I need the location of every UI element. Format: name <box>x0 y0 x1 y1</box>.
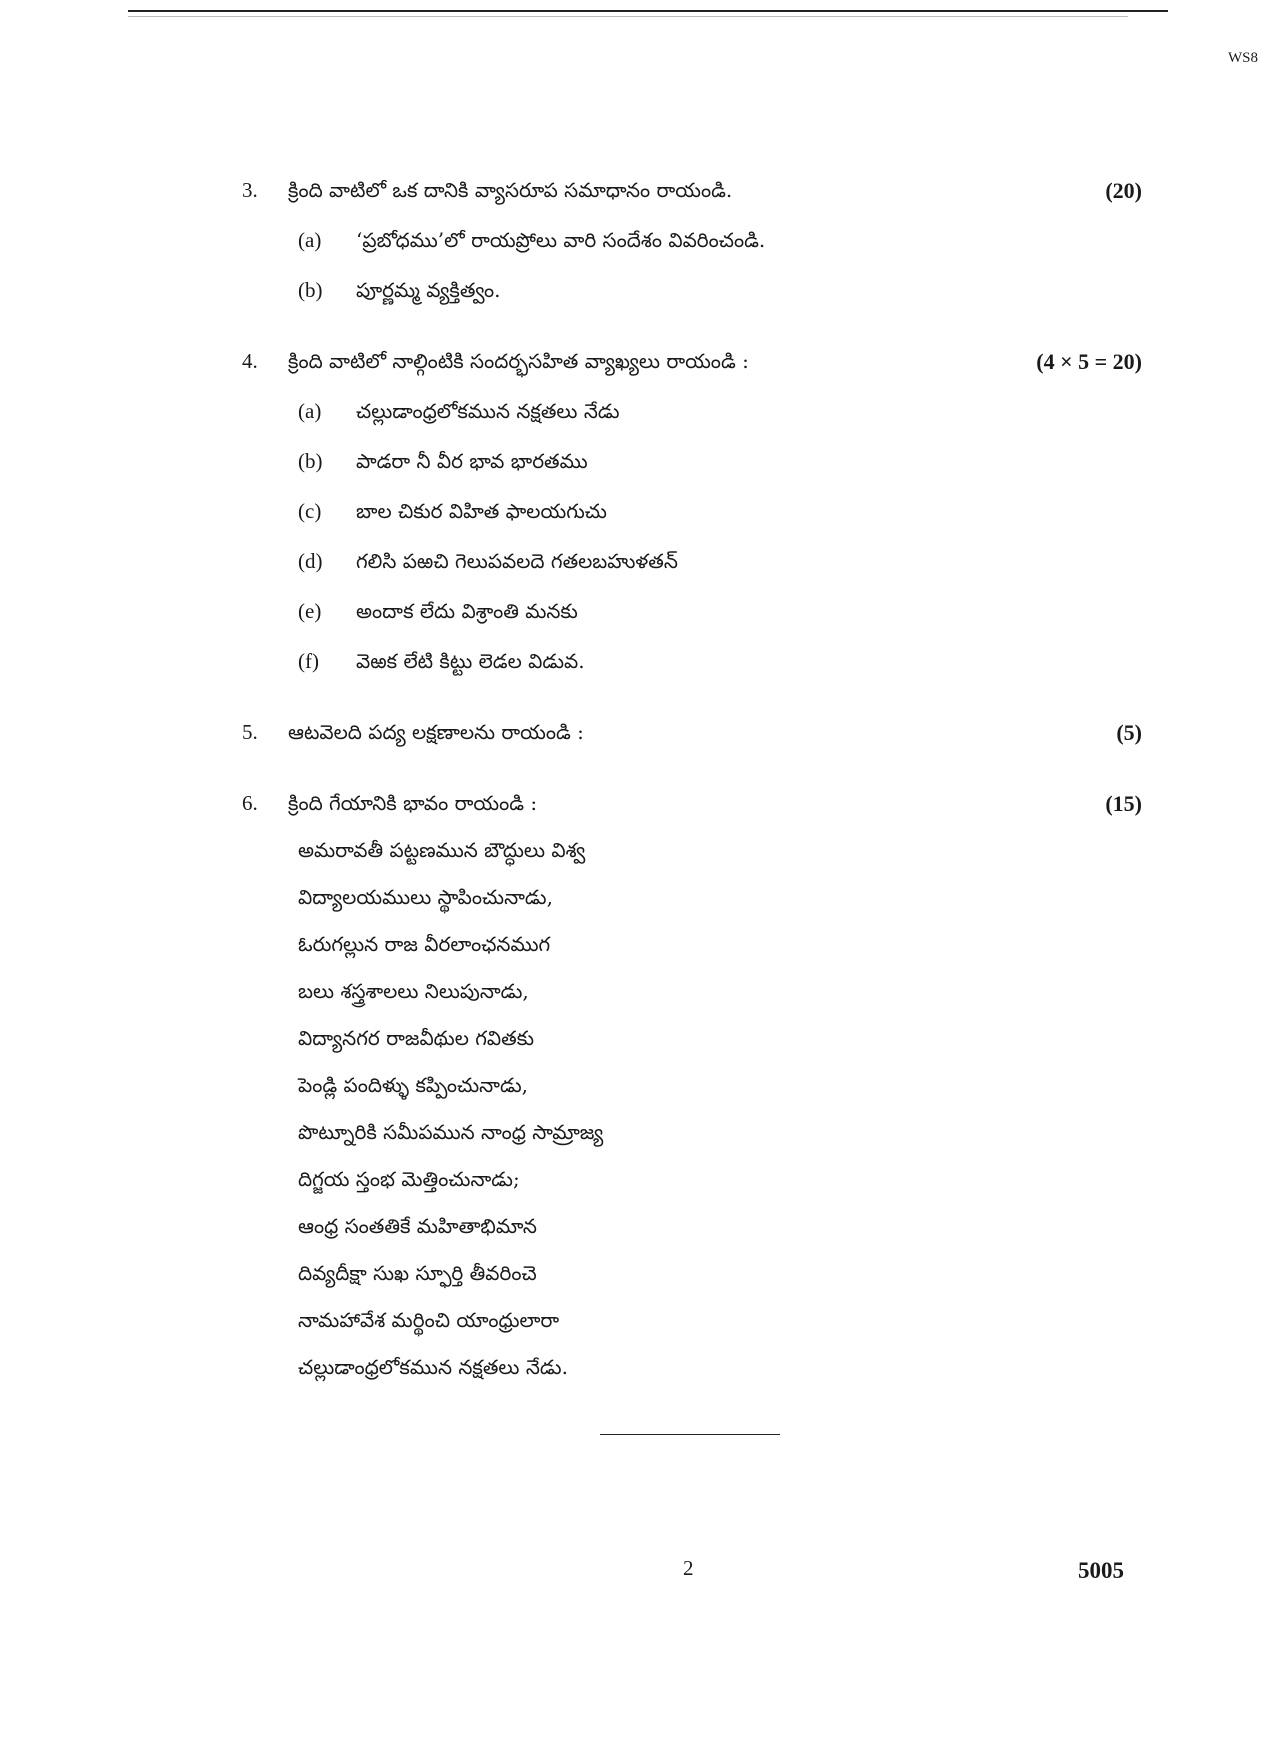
poem-line: విద్యాలయములు స్థాపించునాడు, <box>298 885 553 909</box>
poem-line: పెండ్లి పందిళ్ళు కప్పించునాడు, <box>298 1073 529 1097</box>
poem-line: దివ్యదీక్షా సుఖ స్ఫూర్తి తీవరించె <box>298 1261 537 1285</box>
question-text: క్రింది వాటిలో ఒక దానికి వ్యాసరూప సమాధానం రాయండి. <box>288 178 733 202</box>
poem-line: ఓరుగల్లున రాజ వీరలాంఛనముగ <box>298 932 551 956</box>
part-text: చల్లుడాంధ్రలోకమున నక్షతలు నేడు <box>356 399 620 423</box>
page-code: WS8 <box>1228 50 1258 66</box>
part-text: అందాక లేదు విశ్రాంతి మనకు <box>356 599 578 623</box>
top-rule-thin <box>128 16 1128 17</box>
end-of-paper-rule <box>600 1434 780 1435</box>
poem-line: చల్లుడాంధ్రలోకమున నక్షతలు నేడు. <box>298 1355 568 1379</box>
poem-line: బలు శస్త్రశాలలు నిలుపునాడు, <box>298 979 529 1003</box>
question-marks: (20) <box>1105 178 1142 203</box>
part-text: వెఱక లేటి కిట్టు లెడల విడువ. <box>356 649 585 673</box>
page-number: 2 <box>683 1556 694 1580</box>
part-label: (e) <box>298 599 322 623</box>
part-label: (f) <box>298 649 319 673</box>
part-label: (a) <box>298 228 322 252</box>
question-marks: (4 × 5 = 20) <box>1036 349 1142 374</box>
part-label: (b) <box>298 449 323 473</box>
part-label: (d) <box>298 549 323 573</box>
top-rule <box>128 10 1168 12</box>
question-number: 3. <box>242 178 258 202</box>
question-number: 5. <box>242 720 258 744</box>
part-text: బాల చికుర విహిత ఫాలయగుచు <box>356 499 607 523</box>
question-number: 4. <box>242 349 258 373</box>
part-text: పాడరా నీ వీర భావ భారతము <box>356 449 588 473</box>
question-text: క్రింది వాటిలో నాల్గింటికి సందర్భసహిత వ్యాఖ్యలు రాయండి : <box>288 349 749 373</box>
part-text: గలిసి పఱచి గెలుపవలదె గతలబహుళతన్ <box>356 549 678 573</box>
poem-line: విద్యానగర రాజవీథుల గవితకు <box>298 1026 535 1050</box>
poem-line: ఆంధ్ర సంతతికే మహితాభిమాన <box>298 1214 537 1238</box>
poem-line: అమరావతీ పట్టణమున బౌద్ధులు విశ్వ <box>298 838 586 862</box>
question-marks: (5) <box>1116 720 1142 745</box>
part-label: (c) <box>298 499 322 523</box>
part-label: (a) <box>298 399 322 423</box>
part-label: (b) <box>298 278 323 302</box>
question-marks: (15) <box>1105 791 1142 816</box>
question-number: 6. <box>242 791 258 815</box>
paper-code: 5005 <box>1078 1558 1124 1583</box>
poem-line: పొట్నూరికి సమీపమున నాంధ్ర సామ్రాజ్య <box>298 1120 604 1144</box>
question-text: ఆటవెలది పద్య లక్షణాలను రాయండి : <box>288 720 584 744</box>
part-text: పూర్ణమ్మ వ్యక్తిత్వం. <box>356 278 501 302</box>
part-text: ‘ప్రబోధము’లో రాయప్రోలు వారి సందేశం వివరించండి. <box>356 228 766 252</box>
poem-line: దిగ్జయ స్తంభ మెత్తించునాడు; <box>298 1167 520 1191</box>
question-text: క్రింది గేయానికి భావం రాయండి : <box>288 791 538 815</box>
poem-line: నామహావేశ మర్థించి యాంధ్రులారా <box>298 1308 560 1332</box>
